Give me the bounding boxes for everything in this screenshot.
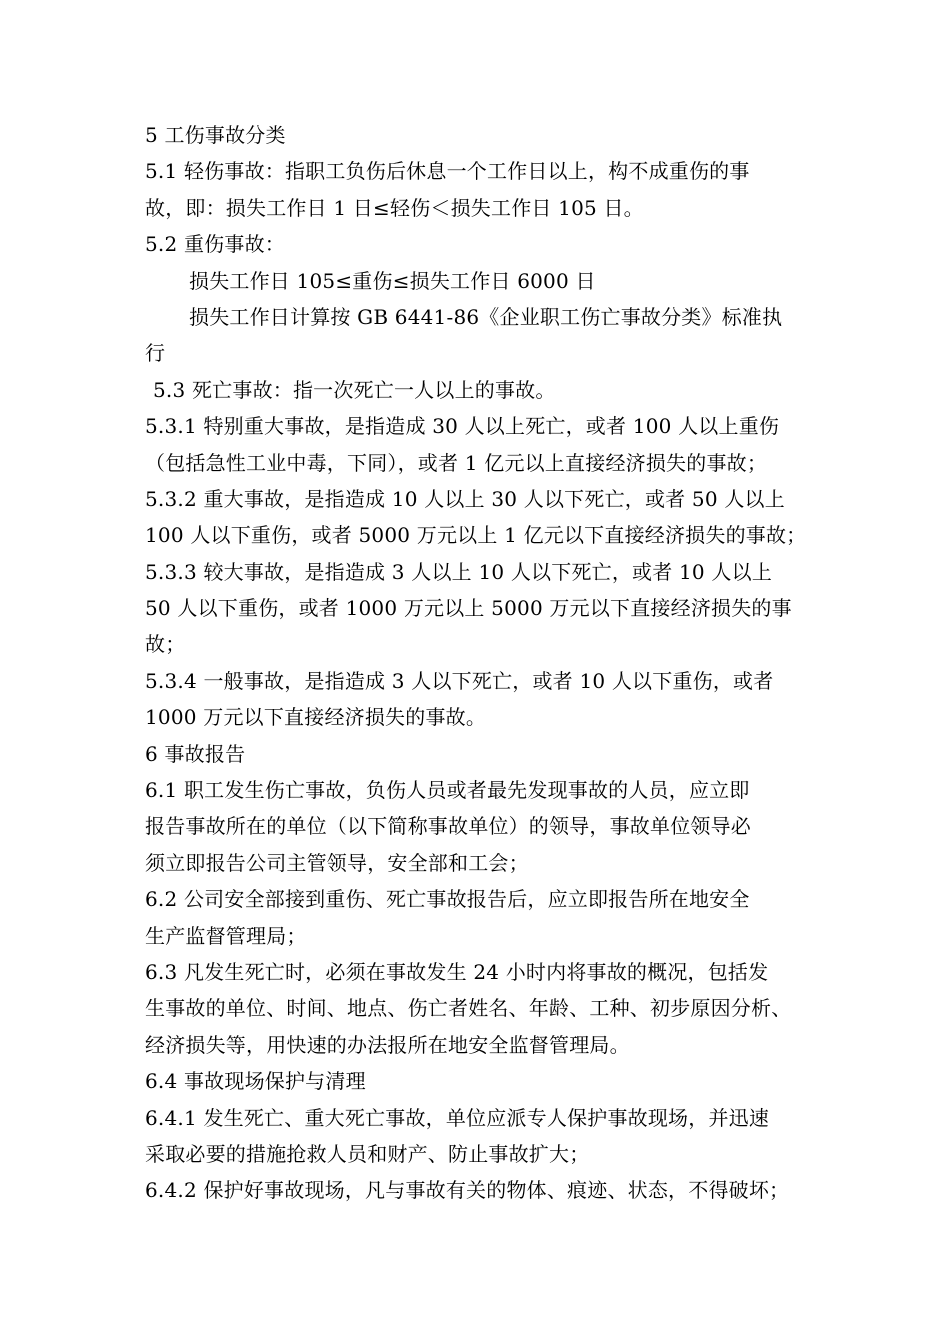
paragraph-line: 报告事故所在的单位（以下简称事故单位）的领导，事故单位领导必: [145, 814, 751, 839]
paragraph-line: 5.2 重伤事故：: [145, 232, 285, 257]
paragraph-line: 故，即：损失工作日 1 日≤轻伤＜损失工作日 105 日。: [145, 195, 644, 220]
paragraph-line: 6.2 公司安全部接到重伤、死亡事故报告后，应立即报告所在地安全: [145, 887, 750, 912]
paragraph-line: 5.3 死亡事故：指一次死亡一人以上的事故。: [153, 377, 556, 402]
paragraph-line: 6.4.1 发生死亡、重大死亡事故，单位应派专人保护事故现场，并迅速: [145, 1105, 770, 1130]
document-body: [145, 117, 825, 1209]
section-heading-6: 6 事故报告: [145, 741, 246, 766]
paragraph-line: 采取必要的措施抢救人员和财产、防止事故扩大；: [145, 1141, 590, 1166]
paragraph-line: 生事故的单位、时间、地点、伤亡者姓名、年龄、工种、初步原因分析、: [145, 996, 792, 1021]
paragraph-line: 6.1 职工发生伤亡事故，负伤人员或者最先发现事故的人员，应立即: [145, 778, 750, 803]
paragraph-line: 1000 万元以下直接经济损失的事故。: [145, 705, 487, 730]
paragraph-line: （包括急性工业中毒，下同），或者 1 亿元以上直接经济损失的事故；: [145, 450, 768, 475]
paragraph-line: 须立即报告公司主管领导，安全部和工会；: [145, 850, 529, 875]
paragraph-line: 经济损失等，用快速的办法报所在地安全监督管理局。: [145, 1032, 630, 1057]
paragraph-line: 5.3.4 一般事故，是指造成 3 人以下死亡，或者 10 人以下重伤，或者: [145, 668, 774, 693]
paragraph-line: 损失工作日计算按 GB 6441-86《企业职工伤亡事故分类》标准执: [189, 304, 783, 329]
paragraph-line: 故；: [145, 632, 186, 657]
subsection-heading-6-4: 6.4 事故现场保护与清理: [145, 1069, 366, 1094]
paragraph-line: 5.3.3 较大事故，是指造成 3 人以上 10 人以下死亡，或者 10 人以上: [145, 559, 773, 584]
paragraph-line: 5.3.1 特别重大事故，是指造成 30 人以上死亡，或者 100 人以上重伤: [145, 414, 780, 439]
section-heading-5: 5 工伤事故分类: [145, 123, 286, 147]
paragraph-line: 损失工作日 105≤重伤≤损失工作日 6000 日: [189, 268, 596, 293]
paragraph-line: 6.4.2 保护好事故现场，凡与事故有关的物体、痕迹、状态，不得破坏；: [145, 1178, 790, 1203]
paragraph-line: 生产监督管理局；: [145, 923, 307, 948]
paragraph-line: 行: [145, 341, 166, 366]
paragraph-line: 6.3 凡发生死亡时，必须在事故发生 24 小时内将事故的概况，包括发: [145, 959, 769, 984]
paragraph-line: 5.3.2 重大事故，是指造成 10 人以上 30 人以下死亡，或者 50 人以上: [145, 486, 785, 511]
paragraph-line: 5.1 轻伤事故：指职工负伤后休息一个工作日以上，构不成重伤的事: [145, 159, 750, 184]
paragraph-line: 100 人以下重伤，或者 5000 万元以上 1 亿元以下直接经济损失的事故；: [145, 523, 807, 548]
paragraph-line: 50 人以下重伤，或者 1000 万元以上 5000 万元以下直接经济损失的事: [145, 596, 792, 621]
